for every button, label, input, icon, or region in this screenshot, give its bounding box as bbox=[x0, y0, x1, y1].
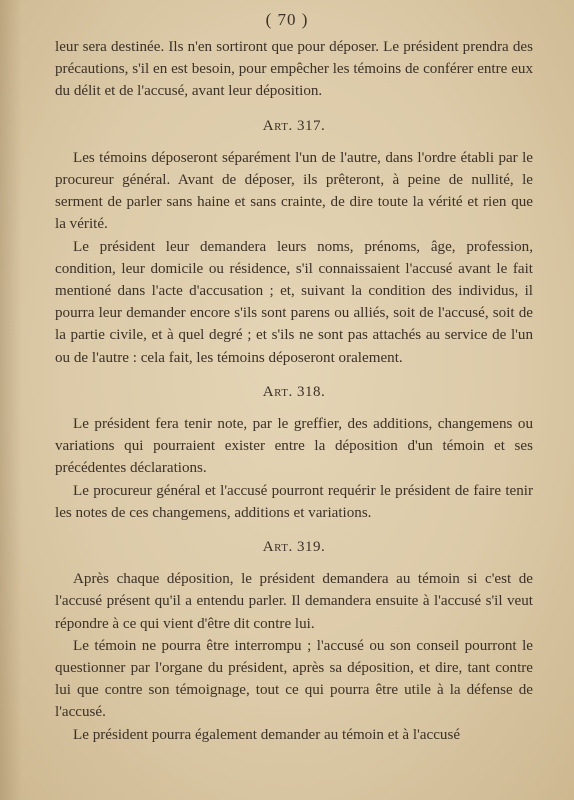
article-319-paragraph-1: Après chaque déposition, le président demandera au témoin si c'est de l'accusé présent qu'il a entendu parler. Il demandera ensuite à l'accusé s'il veut répondre à ce qui vient d'être dit contre lui. bbox=[55, 571, 533, 632]
page-number: ( 70 ) bbox=[265, 10, 309, 29]
article-318-heading: Art. 318. bbox=[262, 383, 326, 400]
article-319-heading: Art. 319. bbox=[262, 539, 326, 556]
article-317-heading: Art. 317. bbox=[262, 117, 326, 134]
article-319-paragraph-2: Le témoin ne pourra être interrompu ; l'accusé ou son conseil pourront le questionner par l'organe du président, après sa déposition, et dire, tant contre lui que contre son témoignage, tout ce qui pourra être utile à la défense de l'accusé. bbox=[55, 637, 533, 721]
page-body bbox=[55, 36, 533, 746]
article-318-paragraph-1: Le président fera tenir note, par le greffier, des additions, changemens ou variations qui pourraient exister entre la déposition d'un témoin et ses précédentes déclarations. bbox=[55, 416, 533, 477]
article-318-paragraph-2: Le procureur général et l'accusé pourront requérir le président de faire tenir les notes de ces changemens, additions et variations. bbox=[55, 482, 533, 521]
continuation-paragraph: leur sera destinée. Ils n'en sortiront que pour déposer. Le président prendra des précautions, s'il en est besoin, pour empêcher les témoins de conférer entre eux du délit et de l'accusé, avant leur déposition. bbox=[55, 39, 533, 100]
article-319-paragraph-3: Le président pourra également demander au témoin et à l'accusé bbox=[73, 726, 461, 743]
article-317-paragraph-1: Les témoins déposeront séparément l'un de l'autre, dans l'ordre établi par le procureur général. Avant de déposer, ils prêteront, à peine de nullité, le serment de parler sans haine et sans crainte, de dire toute la vérité et rien que la vérité. bbox=[55, 149, 533, 233]
article-317-paragraph-2: Le président leur demandera leurs noms, prénoms, âge, profession, condition, leur domicile ou résidence, s'il connaissaient l'accusé avant le fait mentioné dans l'acte d'accusation ; et, suivant la condition des individus, il pourra leur demander encore s'ils sont parens ou alliés, soit de l'accusé, soit de la partie civile, et à quel degré ; et s'ils ne sont pas attachés au service de l'un ou de l'autre : cela fait, les témoins déposeront oralement. bbox=[55, 238, 533, 366]
